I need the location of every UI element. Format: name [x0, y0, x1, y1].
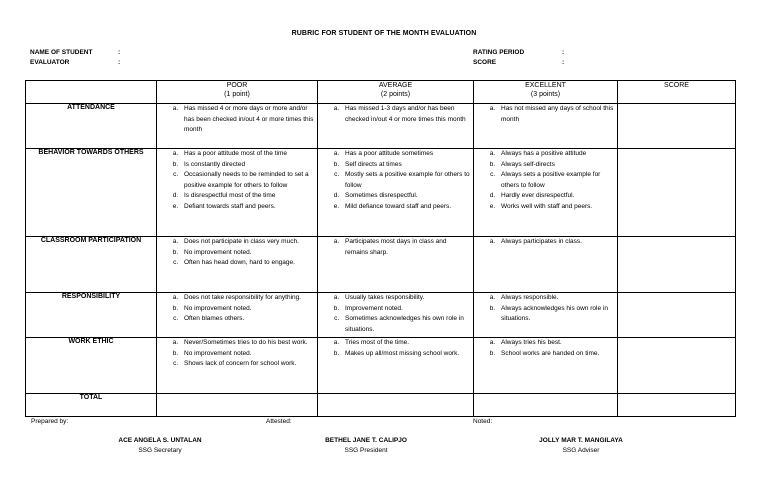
behavior-poor-cell — [157, 149, 318, 237]
work-ethic-score-cell[interactable] — [618, 338, 736, 394]
list-item: b. Self directs at times — [341, 160, 471, 171]
signatory-secretary — [60, 436, 260, 456]
evaluator-colon: : — [118, 59, 121, 66]
rating-period-label: RATING PERIOD — [473, 49, 525, 56]
list-item: c. Sometimes acknowledges his own role in situations. — [341, 314, 471, 335]
name-colon: : — [118, 49, 121, 56]
total-average-cell — [318, 394, 474, 417]
responsibility-excellent-cell — [474, 293, 618, 338]
list-item: b. No improvement noted. — [180, 349, 315, 360]
list-item: c. Often has head down, hard to engage. — [180, 258, 315, 269]
behavior-excellent-cell — [474, 149, 618, 237]
list-item: b. Makes up all/most missing school work. — [341, 349, 471, 360]
list-item: e. Mild defiance toward staff and peers. — [341, 202, 471, 213]
list-item: b. Improvement noted. — [341, 304, 471, 315]
criterion-responsibility: RESPONSIBILITY — [26, 293, 157, 338]
list-item: b. Is constantly directed — [180, 160, 315, 171]
total-row — [26, 394, 736, 417]
list-item: b. Always acknowledges his own role in situations. — [497, 304, 615, 325]
list-item: a. Has a poor attitude sometimes — [341, 149, 471, 160]
name-of-student-label: NAME OF STUDENT — [30, 49, 93, 56]
average-header — [318, 81, 474, 104]
attendance-poor-cell — [157, 104, 318, 149]
list-item: a. Has not missed any days of school this month — [497, 104, 615, 125]
rating-period-colon: : — [562, 49, 565, 56]
score-header — [618, 81, 736, 104]
list-item: e. Defiant towards staff and peers. — [180, 202, 315, 213]
participation-average-cell — [318, 237, 474, 293]
criterion-participation: CLASSROOM PARTICIPATION — [26, 237, 157, 293]
score-label: SCORE — [473, 59, 497, 66]
list-item: a. Tries most of the time. — [341, 338, 471, 349]
participation-row — [26, 237, 736, 293]
excellent-header-points: (3 points) — [530, 91, 561, 98]
responsibility-score-cell[interactable] — [618, 293, 736, 338]
attested-label: Attested: — [266, 418, 292, 425]
responsibility-row — [26, 293, 736, 338]
attendance-score-cell[interactable] — [618, 104, 736, 149]
list-item: a. Never/Sometimes tries to do his best work. — [180, 338, 315, 349]
list-item: b. No improvement noted. — [180, 248, 315, 259]
criteria-header — [26, 81, 157, 104]
work-ethic-excellent-cell — [474, 338, 618, 394]
signatory-name: ACE ANGELA S. UNTALAN — [118, 437, 202, 444]
name-of-student-field — [30, 49, 121, 56]
list-item: a. Has missed 4 or more days or more and/or has been checked in/out 4 or more times this month — [180, 104, 315, 136]
criterion-attendance: ATTENDANCE — [26, 104, 157, 149]
prepared-by-label: Prepared by: — [31, 418, 69, 425]
score-header-label: SCORE — [664, 82, 689, 89]
list-item: d. Sometimes disrespectful. — [341, 191, 471, 202]
evaluator-label: EVALUATOR — [30, 59, 70, 66]
list-item: d. Is disrespectful most of the time — [180, 191, 315, 202]
excellent-header-label: EXCELLENT — [525, 82, 566, 89]
total-poor-cell — [157, 394, 318, 417]
total-label: TOTAL — [26, 394, 157, 417]
work-ethic-average-cell — [318, 338, 474, 394]
signatory-name: BETHEL JANE T. CALIPJO — [325, 437, 407, 444]
list-item: a. Usually takes responsibility. — [341, 293, 471, 304]
participation-poor-cell — [157, 237, 318, 293]
list-item: b. School works are handed on time. — [497, 349, 615, 360]
average-header-label: AVERAGE — [378, 82, 413, 89]
signatory-name: JOLLY MAR T. MANGILAYA — [539, 437, 623, 444]
work-ethic-row — [26, 338, 736, 394]
list-item: a. Always tries his best. — [497, 338, 615, 349]
signatory-president — [266, 436, 466, 456]
list-item: c. Shows lack of concern for school work. — [180, 359, 315, 370]
list-item: e. Works well with staff and peers. — [497, 202, 615, 213]
poor-header — [157, 81, 318, 104]
evaluator-field — [30, 59, 121, 66]
poor-header-label: POOR — [226, 82, 248, 89]
noted-label: Noted: — [473, 418, 493, 425]
total-score-cell[interactable] — [618, 394, 736, 417]
list-item: a. Always responsible. — [497, 293, 615, 304]
list-item: a. Always has a positive attitude — [497, 149, 615, 160]
responsibility-poor-cell — [157, 293, 318, 338]
list-item: a. Has a poor attitude most of the time — [180, 149, 315, 160]
list-item: a. Has missed 1-3 days and/or has been checked in/out 4 or more times this month — [341, 104, 471, 125]
list-item: c. Often blames others. — [180, 314, 315, 325]
list-item: a. Participates most days in class and remains sharp. — [341, 237, 471, 258]
attendance-average-cell — [318, 104, 474, 149]
attendance-excellent-cell — [474, 104, 618, 149]
signatory-role: SSG Adviser — [562, 447, 600, 454]
participation-score-cell[interactable] — [618, 237, 736, 293]
behavior-average-cell — [318, 149, 474, 237]
average-header-points: (2 points) — [380, 91, 411, 98]
score-field — [473, 59, 565, 66]
list-item: b. Always self-directs — [497, 160, 615, 171]
rating-period-field — [473, 49, 565, 56]
signatory-adviser — [481, 436, 681, 456]
total-excellent-cell — [474, 394, 618, 417]
list-item: b. No improvement noted. — [180, 304, 315, 315]
list-item: c. Mostly sets a positive example for others to follow — [341, 170, 471, 191]
header-row — [26, 81, 736, 104]
list-item: c. Occasionally needs to be reminded to set a positive example for others to follow — [180, 170, 315, 191]
list-item: d. Hardly ever disrespectful. — [497, 191, 615, 202]
responsibility-average-cell — [318, 293, 474, 338]
participation-excellent-cell — [474, 237, 618, 293]
criterion-work-ethic: WORK ETHIC — [26, 338, 157, 394]
list-item: a. Does not participate in class very much. — [180, 237, 315, 248]
poor-header-points: (1 point) — [224, 91, 250, 98]
work-ethic-poor-cell — [157, 338, 318, 394]
list-item: c. Always sets a positive example for others to follow — [497, 170, 615, 191]
attendance-row — [26, 104, 736, 149]
excellent-header — [474, 81, 618, 104]
list-item: a. Does not take responsibility for anything. — [180, 293, 315, 304]
criterion-behavior: BEHAVIOR TOWARDS OTHERS — [26, 149, 157, 237]
list-item: a. Always participates in class. — [497, 237, 615, 248]
rubric-table — [25, 80, 736, 417]
behavior-row — [26, 149, 736, 237]
document-title: RUBRIC FOR STUDENT OF THE MONTH EVALUATION — [291, 30, 477, 37]
behavior-score-cell[interactable] — [618, 149, 736, 237]
signatory-role: SSG President — [344, 447, 388, 454]
signatory-role: SSG Secretary — [138, 447, 182, 454]
score-colon: : — [562, 59, 565, 66]
